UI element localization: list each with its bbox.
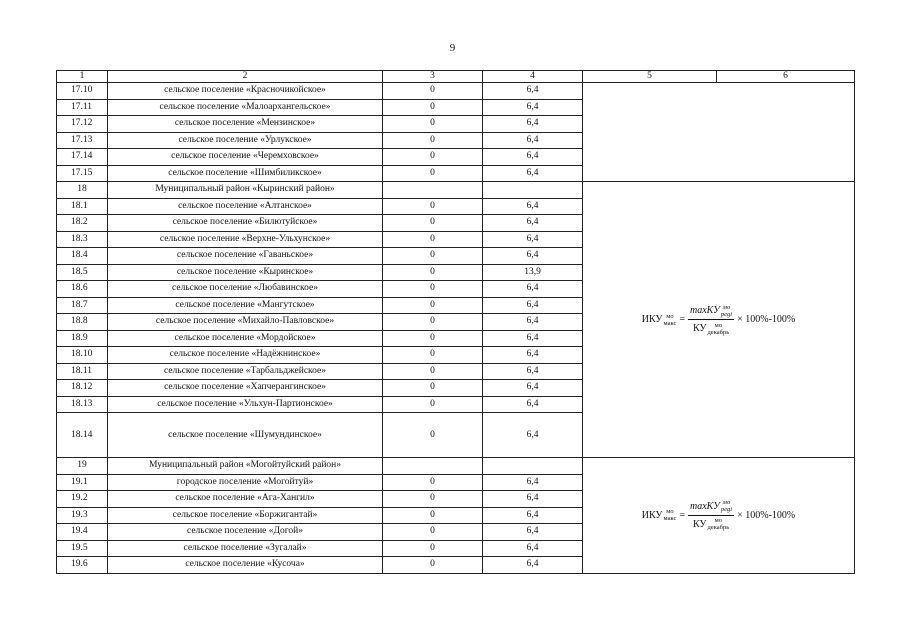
row-code: 19.5: [57, 540, 108, 557]
row-col4: 6,4: [483, 363, 583, 380]
header-cell: 1: [57, 71, 108, 83]
row-code: 18.14: [57, 413, 108, 458]
formula-fraction: maxКУ мо pegi КУ мо декабрь: [690, 499, 733, 532]
row-col4: 6,4: [483, 507, 583, 524]
row-code: 18.13: [57, 396, 108, 413]
row-name: сельское поселение «Догой»: [108, 524, 383, 541]
row-col3: 0: [383, 524, 483, 541]
row-name: сельское поселение «Хапчерангинское»: [108, 380, 383, 397]
row-name: сельское поселение «Кусоча»: [108, 557, 383, 574]
row-name: сельское поселение «Шумундинское»: [108, 413, 383, 458]
row-code: 18.7: [57, 297, 108, 314]
row-code: 18.10: [57, 347, 108, 364]
formula-cell: [583, 458, 855, 574]
row-col4: 6,4: [483, 281, 583, 298]
row-code: 17.12: [57, 116, 108, 133]
row-name: сельское поселение «Любавинское»: [108, 281, 383, 298]
table-row: [57, 83, 855, 100]
row-col3: 0: [383, 347, 483, 364]
row-col4: 6,4: [483, 248, 583, 265]
row-col3: 0: [383, 491, 483, 508]
row-name: сельское поселение «Мангутское»: [108, 297, 383, 314]
row-code: 19.6: [57, 557, 108, 574]
row-col3: 0: [383, 99, 483, 116]
row-name: сельское поселение «Мензинское»: [108, 116, 383, 133]
row-name: сельское поселение «Малоархангельское»: [108, 99, 383, 116]
row-col4: 6,4: [483, 198, 583, 215]
row-code: 18.1: [57, 198, 108, 215]
row-name: сельское поселение «Надёжнинское»: [108, 347, 383, 364]
row-col4: 6,4: [483, 297, 583, 314]
district-code: 19: [57, 458, 108, 475]
row-col3: 0: [383, 557, 483, 574]
row-name: сельское поселение «Гаваньское»: [108, 248, 383, 265]
row-col4: 6,4: [483, 396, 583, 413]
row-name: сельское поселение «Михайло-Павловское»: [108, 314, 383, 331]
row-name: сельское поселение «Кыринское»: [108, 264, 383, 281]
district-name: Муниципальный район «Кыринский район»: [108, 182, 383, 199]
row-col3: 0: [383, 363, 483, 380]
blank-cell: [583, 83, 855, 182]
row-col3: 0: [383, 231, 483, 248]
row-code: 18.8: [57, 314, 108, 331]
row-col4: 6,4: [483, 380, 583, 397]
row-col3: 0: [383, 413, 483, 458]
row-col3: 0: [383, 330, 483, 347]
row-code: 19.1: [57, 474, 108, 491]
formula-eq: =: [679, 314, 685, 325]
formula-fraction: maxКУ мо pegi КУ мо декабрь: [690, 303, 733, 336]
municipal-table: [56, 70, 855, 574]
row-code: 18.2: [57, 215, 108, 232]
row-col4: 6,4: [483, 474, 583, 491]
row-col4: 6,4: [483, 149, 583, 166]
row-col4: 6,4: [483, 540, 583, 557]
row-col4: 6,4: [483, 231, 583, 248]
row-col4: 6,4: [483, 330, 583, 347]
header-cell: 2: [108, 71, 383, 83]
row-col3: 0: [383, 380, 483, 397]
formula-lhs: ИКУ мо макс: [641, 508, 677, 523]
district-row: [57, 182, 855, 199]
row-name: сельское поселение «Зугалай»: [108, 540, 383, 557]
formula-tail: × 100%-100%: [737, 509, 796, 521]
header-row: [57, 71, 855, 83]
row-code: 18.5: [57, 264, 108, 281]
row-name: сельское поселение «Верхне-Ульхунское»: [108, 231, 383, 248]
row-name: сельское поселение «Мордойское»: [108, 330, 383, 347]
row-code: 17.14: [57, 149, 108, 166]
row-code: 17.13: [57, 132, 108, 149]
district-col3: [383, 182, 483, 199]
row-code: 18.9: [57, 330, 108, 347]
row-code: 19.3: [57, 507, 108, 524]
row-col4: 6,4: [483, 347, 583, 364]
formula-eq: =: [679, 509, 685, 521]
row-code: 17.10: [57, 83, 108, 100]
row-code: 18.11: [57, 363, 108, 380]
row-name: сельское поселение «Урлукское»: [108, 132, 383, 149]
row-col4: 6,4: [483, 557, 583, 574]
row-col3: 0: [383, 396, 483, 413]
header-cell: 4: [483, 71, 583, 83]
row-col4: 13,9: [483, 264, 583, 281]
formula-tail: × 100%-100%: [737, 314, 796, 325]
district-row: [57, 458, 855, 475]
row-code: 19.4: [57, 524, 108, 541]
row-col4: 6,4: [483, 116, 583, 133]
row-code: 18.12: [57, 380, 108, 397]
row-code: 19.2: [57, 491, 108, 508]
row-col3: 0: [383, 314, 483, 331]
row-code: 17.15: [57, 165, 108, 182]
row-col3: 0: [383, 215, 483, 232]
row-code: 18.6: [57, 281, 108, 298]
row-col4: 6,4: [483, 491, 583, 508]
row-col3: 0: [383, 198, 483, 215]
row-col4: 6,4: [483, 99, 583, 116]
row-col4: 6,4: [483, 165, 583, 182]
row-code: 17.11: [57, 99, 108, 116]
formula-lhs: ИКУ мо макс: [641, 312, 677, 327]
district-col4: [483, 458, 583, 475]
row-col3: 0: [383, 264, 483, 281]
row-name: сельское поселение «Ульхун-Партионское»: [108, 396, 383, 413]
row-col3: 0: [383, 297, 483, 314]
header-cell: 5: [583, 71, 717, 83]
row-col3: 0: [383, 149, 483, 166]
row-col3: 0: [383, 540, 483, 557]
row-name: сельское поселение «Тарбальджейское»: [108, 363, 383, 380]
row-code: 18.3: [57, 231, 108, 248]
row-col4: 6,4: [483, 314, 583, 331]
row-col3: 0: [383, 281, 483, 298]
row-name: сельское поселение «Шимбиликское»: [108, 165, 383, 182]
row-col4: 6,4: [483, 83, 583, 100]
row-name: сельское поселение «Ага-Хангил»: [108, 491, 383, 508]
district-name: Муниципальный район «Могойтуйский район»: [108, 458, 383, 475]
row-col3: 0: [383, 165, 483, 182]
row-col4: 6,4: [483, 413, 583, 458]
row-col3: 0: [383, 132, 483, 149]
formula-cell: [583, 182, 855, 458]
header-cell: 3: [383, 71, 483, 83]
row-name: городское поселение «Могойтуй»: [108, 474, 383, 491]
district-col3: [383, 458, 483, 475]
row-name: сельское поселение «Боржигантай»: [108, 507, 383, 524]
row-name: сельское поселение «Алтанское»: [108, 198, 383, 215]
row-col3: 0: [383, 83, 483, 100]
row-col4: 6,4: [483, 132, 583, 149]
row-col3: 0: [383, 116, 483, 133]
row-name: сельское поселение «Билютуйское»: [108, 215, 383, 232]
row-col3: 0: [383, 507, 483, 524]
row-col4: 6,4: [483, 524, 583, 541]
formula: [642, 499, 796, 532]
row-col4: 6,4: [483, 215, 583, 232]
row-col3: 0: [383, 474, 483, 491]
row-col3: 0: [383, 248, 483, 265]
row-name: сельское поселение «Черемховское»: [108, 149, 383, 166]
formula: [642, 303, 796, 336]
header-cell: 6: [717, 71, 855, 83]
page-number: 9: [449, 42, 456, 54]
row-code: 18.4: [57, 248, 108, 265]
district-code: 18: [57, 182, 108, 199]
row-name: сельское поселение «Красночикойское»: [108, 83, 383, 100]
district-col4: [483, 182, 583, 199]
